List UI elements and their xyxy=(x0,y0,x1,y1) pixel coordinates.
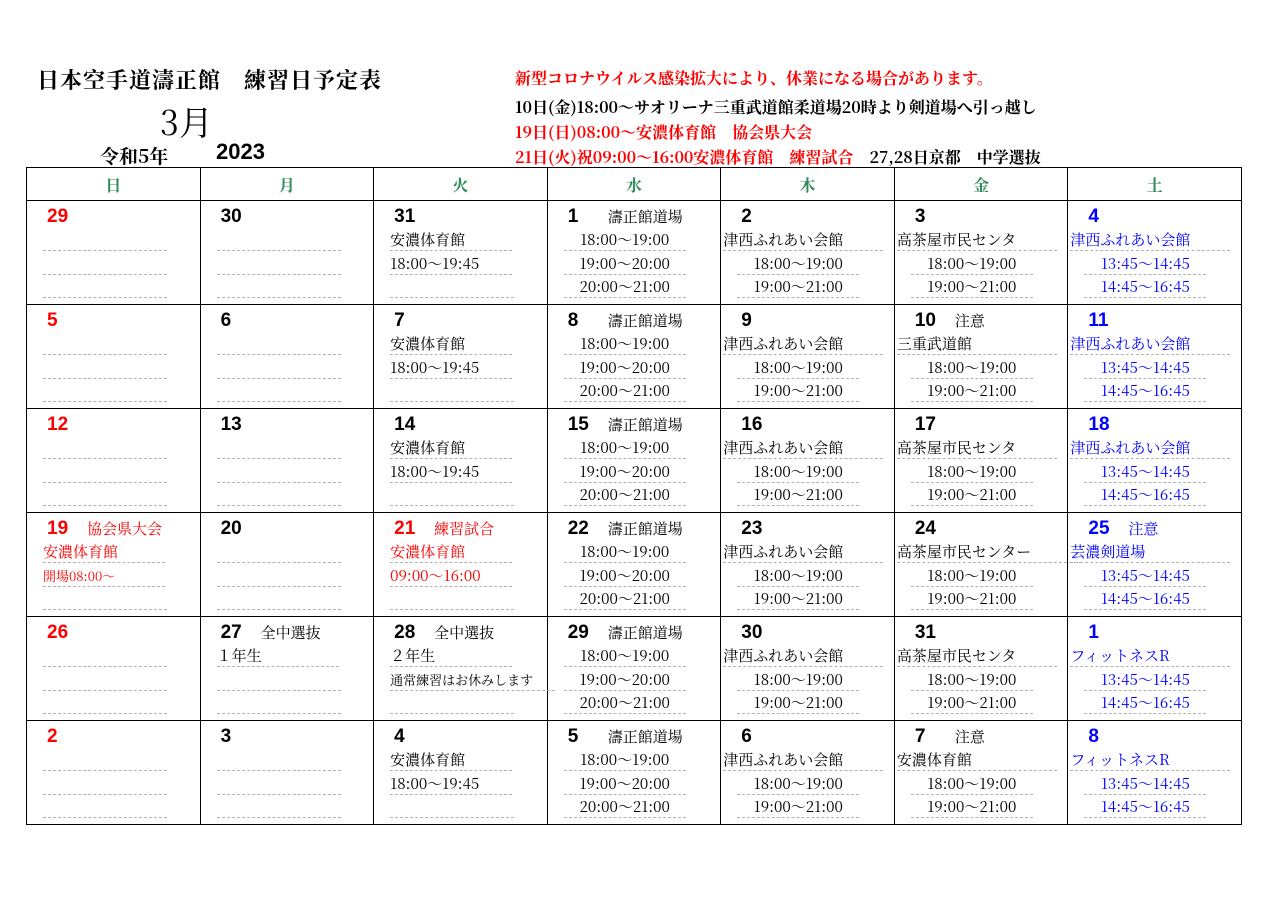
day-number: 2 xyxy=(741,206,752,227)
day-time-slot: 18:00～19:00 xyxy=(911,774,1033,795)
day-empty-line xyxy=(217,485,341,506)
day-number: 8 xyxy=(567,310,579,331)
day-location: 三重武道館 xyxy=(897,334,1057,355)
day-tag: 濤正館道場 xyxy=(607,206,683,227)
day-empty-line xyxy=(217,381,341,402)
calendar-day-mon xyxy=(200,201,374,305)
weekday-wed: 水 xyxy=(547,168,721,201)
day-location: 高茶屋市民センタ xyxy=(897,438,1057,459)
day-time-slot: 19:00～21:00 xyxy=(911,589,1033,610)
calendar-day-wed xyxy=(547,513,721,617)
calendar-day-tue xyxy=(374,409,548,513)
calendar-day-sun xyxy=(27,305,201,409)
day-time-slot: 13:45～14:45 xyxy=(1084,358,1206,379)
calendar-day-tue xyxy=(374,305,548,409)
day-time-slot: 13:45～14:45 xyxy=(1084,566,1206,587)
day-time-slot: 14:45～16:45 xyxy=(1084,277,1206,298)
day-number: 15 xyxy=(567,414,589,435)
day-time-slot: 19:00～21:00 xyxy=(911,485,1033,506)
day-number: 6 xyxy=(741,726,752,747)
calendar-day-sun xyxy=(27,201,201,305)
day-location: 高茶屋市民センタ xyxy=(897,230,1057,251)
day-tag: 濤正館道場 xyxy=(607,726,683,747)
day-time-slot: 18:00～19:00 xyxy=(911,566,1033,587)
day-time-slot: 13:45～14:45 xyxy=(1084,462,1206,483)
day-time-slot: 通常練習はお休みします xyxy=(390,670,555,691)
day-time-slot: 18:00～19:00 xyxy=(737,566,859,587)
calendar-week-row xyxy=(27,513,1242,617)
weekday-tue: 火 xyxy=(374,168,548,201)
day-location: 津西ふれあい会館 xyxy=(723,438,883,459)
day-number: 31 xyxy=(394,206,416,227)
day-number: 30 xyxy=(741,622,763,643)
day-empty-line xyxy=(217,774,341,795)
day-number: 5 xyxy=(567,726,579,747)
day-header xyxy=(741,620,769,646)
day-header xyxy=(221,724,249,750)
day-number: 8 xyxy=(1088,726,1099,747)
calendar-day-fri xyxy=(894,305,1068,409)
day-time-slot: 14:45～16:45 xyxy=(1084,589,1206,610)
day-number: 25 xyxy=(1088,518,1110,539)
day-header xyxy=(915,412,943,438)
day-number: 18 xyxy=(1088,414,1110,435)
day-time-slot: 19:00～20:00 xyxy=(564,254,686,275)
day-empty-line xyxy=(217,797,341,818)
day-number: 21 xyxy=(394,518,416,539)
day-time-slot: 19:00～21:00 xyxy=(737,589,859,610)
day-header xyxy=(221,308,249,334)
day-location: 津西ふれあい会館 xyxy=(723,646,883,667)
notice-practice-match xyxy=(515,145,1041,168)
day-tag: 全中選抜 xyxy=(434,622,495,643)
day-empty-line xyxy=(390,485,514,506)
day-tag: 練習試合 xyxy=(434,518,495,539)
japanese-year-label: 令和5年 xyxy=(100,142,169,169)
day-number: 11 xyxy=(1088,310,1109,331)
day-number: 6 xyxy=(220,310,232,331)
day-empty-line xyxy=(43,230,167,251)
day-number: 9 xyxy=(741,310,752,331)
day-empty-line xyxy=(390,381,514,402)
day-time-slot: 14:45～16:45 xyxy=(1084,797,1206,818)
day-time-slot: 18:00～19:45 xyxy=(390,774,512,795)
day-header xyxy=(221,516,249,542)
calendar-day-mon xyxy=(200,305,374,409)
day-header xyxy=(1088,724,1116,750)
day-empty-line xyxy=(43,670,167,691)
day-header xyxy=(394,620,494,646)
calendar-day-sat xyxy=(1068,617,1242,721)
day-time-slot: 18:00～19:45 xyxy=(390,358,512,379)
day-time-slot: 19:00～20:00 xyxy=(564,358,686,379)
day-number: 4 xyxy=(394,726,405,747)
calendar-day-sat xyxy=(1068,305,1242,409)
day-header xyxy=(915,308,985,334)
day-empty-line xyxy=(390,693,514,714)
calendar-day-thu xyxy=(721,409,895,513)
weekday-sat: 土 xyxy=(1068,168,1242,201)
day-header xyxy=(568,620,683,646)
day-time-slot: 19:00～21:00 xyxy=(911,277,1033,298)
day-number: 26 xyxy=(47,622,69,643)
day-location: 安濃体育館 xyxy=(390,230,512,251)
day-tag: 注意 xyxy=(954,310,985,331)
day-number: 22 xyxy=(567,518,589,539)
day-number: 12 xyxy=(47,414,69,435)
day-time-slot: 18:00～19:00 xyxy=(911,462,1033,483)
notice-kyoto-selection: 27,28日京都 中学選抜 xyxy=(869,145,1041,168)
day-time-slot: 20:00～21:00 xyxy=(564,797,686,818)
day-time-slot: 18:00～19:45 xyxy=(390,462,512,483)
calendar-day-mon xyxy=(200,721,374,825)
weekday-sun: 日 xyxy=(27,168,201,201)
day-time-slot: 13:45～14:45 xyxy=(1084,670,1206,691)
day-header xyxy=(741,412,769,438)
calendar-day-wed xyxy=(547,409,721,513)
day-empty-line xyxy=(43,277,167,298)
day-time-slot: 19:00～21:00 xyxy=(737,693,859,714)
day-time-slot: 18:00～19:00 xyxy=(737,254,859,275)
calendar-day-sun xyxy=(27,513,201,617)
day-empty-line xyxy=(43,438,167,459)
day-empty-line xyxy=(217,230,341,251)
year-label: 2023 xyxy=(216,139,265,164)
notice-covid: 新型コロナウイルス感染拡大により、休業になる場合があります。 xyxy=(515,66,993,89)
day-empty-line xyxy=(217,438,341,459)
day-empty-line xyxy=(43,334,167,355)
day-header xyxy=(1088,204,1116,230)
day-time-slot: 19:00～21:00 xyxy=(911,693,1033,714)
calendar-day-wed xyxy=(547,201,721,305)
day-location: 津西ふれあい会館 xyxy=(1070,438,1230,459)
day-time-slot: 19:00～20:00 xyxy=(564,774,686,795)
day-empty-line xyxy=(217,277,341,298)
calendar-day-fri xyxy=(894,409,1068,513)
weekday-mon: 月 xyxy=(200,168,374,201)
day-header xyxy=(47,412,75,438)
day-number: 17 xyxy=(914,414,936,435)
day-header xyxy=(741,516,769,542)
calendar-day-sat xyxy=(1068,513,1242,617)
day-empty-line xyxy=(43,485,167,506)
day-tag: 注意 xyxy=(1128,518,1159,539)
day-time-slot: 18:00～19:45 xyxy=(390,254,512,275)
day-location: 安濃体育館 xyxy=(390,334,512,355)
day-header xyxy=(47,204,75,230)
day-number: 24 xyxy=(914,518,936,539)
calendar-day-mon xyxy=(200,617,374,721)
day-header xyxy=(394,412,422,438)
day-time-slot: 19:00～21:00 xyxy=(737,381,859,402)
day-empty-line xyxy=(43,693,167,714)
day-header xyxy=(568,516,683,542)
day-number: 30 xyxy=(220,206,242,227)
day-header xyxy=(741,724,769,750)
page-title: 日本空手道濤正館 練習日予定表 xyxy=(37,64,383,95)
day-number: 31 xyxy=(914,622,936,643)
day-time-slot: 18:00～19:00 xyxy=(737,462,859,483)
day-location: 安濃体育館 xyxy=(390,438,512,459)
day-location: １年生 xyxy=(217,646,339,667)
day-tag: 濤正館道場 xyxy=(607,518,683,539)
day-time-slot: 18:00～19:00 xyxy=(737,670,859,691)
day-location: 18:00～19:00 xyxy=(564,646,686,667)
day-time-slot: 19:00～21:00 xyxy=(737,277,859,298)
day-empty-line xyxy=(43,358,167,379)
day-number: 29 xyxy=(47,206,69,227)
day-time-slot: 14:45～16:45 xyxy=(1084,485,1206,506)
day-location: 津西ふれあい会館 xyxy=(723,230,883,251)
day-time-slot: 13:45～14:45 xyxy=(1084,254,1206,275)
day-tag: 協会県大会 xyxy=(87,518,163,539)
calendar-day-mon xyxy=(200,409,374,513)
day-number: 10 xyxy=(914,310,936,331)
calendar-day-sun xyxy=(27,409,201,513)
day-empty-line xyxy=(43,797,167,818)
day-number: 1 xyxy=(1088,622,1099,643)
day-tag: 全中選抜 xyxy=(260,622,321,643)
calendar-week-row xyxy=(27,201,1242,305)
calendar-day-fri xyxy=(894,721,1068,825)
day-number: 16 xyxy=(741,414,763,435)
day-empty-line xyxy=(217,750,341,771)
day-location: 津西ふれあい会館 xyxy=(1070,334,1230,355)
day-time-slot: 19:00～20:00 xyxy=(564,566,686,587)
day-header xyxy=(394,516,494,542)
day-number: 7 xyxy=(394,310,405,331)
day-time-slot: 18:00～19:00 xyxy=(911,358,1033,379)
day-empty-line xyxy=(43,462,167,483)
day-location: 18:00～19:00 xyxy=(564,750,686,771)
day-header xyxy=(741,204,769,230)
day-time-slot: 19:00～20:00 xyxy=(564,462,686,483)
day-tag: 濤正館道場 xyxy=(607,414,683,435)
day-header xyxy=(394,308,422,334)
day-location: 18:00～19:00 xyxy=(564,438,686,459)
calendar-day-wed xyxy=(547,617,721,721)
day-header xyxy=(915,204,943,230)
day-empty-line xyxy=(43,381,167,402)
day-location: 津西ふれあい会館 xyxy=(723,542,883,563)
day-location: 津西ふれあい会館 xyxy=(723,750,883,771)
day-location: 高茶屋市民センタ xyxy=(897,646,1057,667)
day-location: 18:00～19:00 xyxy=(564,334,686,355)
day-time-slot: 19:00～21:00 xyxy=(737,485,859,506)
day-number: 3 xyxy=(220,726,232,747)
calendar-day-tue xyxy=(374,721,548,825)
notice-practice-match-text: 21日(火)祝09:00～16:00安濃体育館 練習試合 xyxy=(515,145,854,168)
day-time-slot: 20:00～21:00 xyxy=(564,693,686,714)
day-empty-line xyxy=(217,334,341,355)
day-number: 29 xyxy=(567,622,589,643)
day-number: 4 xyxy=(1088,206,1099,227)
day-header xyxy=(1088,516,1158,542)
day-time-slot: 19:00～20:00 xyxy=(564,670,686,691)
day-empty-line xyxy=(217,254,341,275)
day-header xyxy=(915,620,943,646)
day-header xyxy=(1088,620,1116,646)
day-header xyxy=(221,620,321,646)
day-header xyxy=(221,412,249,438)
notice-move: 10日(金)18:00～サオリーナ三重武道館柔道場20時より剣道場へ引っ越し xyxy=(515,95,1037,118)
day-location: 18:00～19:00 xyxy=(564,542,686,563)
calendar-day-tue xyxy=(374,617,548,721)
day-time-slot: 20:00～21:00 xyxy=(564,277,686,298)
day-empty-line xyxy=(43,774,167,795)
day-empty-line xyxy=(217,670,341,691)
calendar-table xyxy=(26,167,1242,825)
calendar-day-sun xyxy=(27,617,201,721)
calendar-day-thu xyxy=(721,201,895,305)
day-header xyxy=(394,724,422,750)
day-location: 安濃体育館 xyxy=(390,542,512,563)
weekday-header-row xyxy=(27,168,1242,201)
day-number: 23 xyxy=(741,518,763,539)
calendar-week-row xyxy=(27,617,1242,721)
calendar-week-row xyxy=(27,305,1242,409)
weekday-fri: 金 xyxy=(894,168,1068,201)
day-header xyxy=(1088,308,1116,334)
day-time-slot: 13:45～14:45 xyxy=(1084,774,1206,795)
calendar-day-sat xyxy=(1068,201,1242,305)
day-empty-line xyxy=(217,542,341,563)
day-time-slot: 14:45～16:45 xyxy=(1084,693,1206,714)
day-tag: 濤正館道場 xyxy=(607,622,683,643)
day-empty-line xyxy=(217,693,341,714)
calendar-day-fri xyxy=(894,513,1068,617)
day-header xyxy=(394,204,422,230)
day-time-slot: 19:00～21:00 xyxy=(911,381,1033,402)
day-number: 19 xyxy=(47,518,69,539)
calendar-week-row xyxy=(27,409,1242,513)
day-time-slot: 18:00～19:00 xyxy=(911,670,1033,691)
day-number: 1 xyxy=(567,206,579,227)
day-empty-line xyxy=(390,797,514,818)
calendar-day-mon xyxy=(200,513,374,617)
calendar-day-tue xyxy=(374,201,548,305)
day-location: ２年生 xyxy=(390,646,512,667)
day-empty-line xyxy=(43,589,167,610)
day-tag: 注意 xyxy=(954,726,985,747)
day-number: 14 xyxy=(394,414,416,435)
day-time-slot: 09:00～16:00 xyxy=(390,566,512,587)
calendar-day-thu xyxy=(721,305,895,409)
day-header xyxy=(568,308,683,334)
weekday-thu: 木 xyxy=(721,168,895,201)
day-location: 安濃体育館 xyxy=(390,750,512,771)
day-location: 安濃体育館 xyxy=(897,750,1057,771)
day-time-slot: 14:45～16:45 xyxy=(1084,381,1206,402)
day-header xyxy=(568,412,683,438)
day-header xyxy=(915,516,943,542)
day-location: フィットネスR xyxy=(1070,646,1230,667)
day-number: 20 xyxy=(220,518,242,539)
day-empty-line xyxy=(217,566,341,587)
calendar-day-fri xyxy=(894,201,1068,305)
day-empty-line xyxy=(43,750,167,771)
day-header xyxy=(221,204,249,230)
calendar-day-fri xyxy=(894,617,1068,721)
notice-tournament: 19日(日)08:00～安濃体育館 協会県大会 xyxy=(515,120,813,143)
day-header xyxy=(915,724,985,750)
day-time-slot: 19:00～21:00 xyxy=(737,797,859,818)
day-empty-line xyxy=(43,646,167,667)
calendar-day-sat xyxy=(1068,409,1242,513)
day-header xyxy=(741,308,769,334)
day-header xyxy=(47,308,75,334)
day-header xyxy=(47,724,75,750)
calendar-day-sat xyxy=(1068,721,1242,825)
day-empty-line xyxy=(217,589,341,610)
day-time-slot: 20:00～21:00 xyxy=(564,381,686,402)
day-time-slot: 19:00～21:00 xyxy=(911,797,1033,818)
day-location: 津西ふれあい会館 xyxy=(723,334,883,355)
day-header xyxy=(568,724,683,750)
calendar-day-thu xyxy=(721,721,895,825)
day-empty-line xyxy=(43,254,167,275)
day-number: 28 xyxy=(394,622,416,643)
day-time-slot: 20:00～21:00 xyxy=(564,589,686,610)
day-header xyxy=(47,516,162,542)
day-header xyxy=(568,204,683,230)
day-time-slot: 18:00～19:00 xyxy=(737,358,859,379)
day-time-slot: 20:00～21:00 xyxy=(564,485,686,506)
day-empty-line xyxy=(217,358,341,379)
day-header xyxy=(1088,412,1116,438)
day-empty-line xyxy=(390,589,514,610)
day-header xyxy=(47,620,75,646)
month-label: 3月 xyxy=(160,96,213,145)
day-empty-line xyxy=(390,277,514,298)
day-number: 13 xyxy=(220,414,242,435)
day-location: 高茶屋市民センター xyxy=(897,542,1082,563)
day-time-slot: 18:00～19:00 xyxy=(737,774,859,795)
day-location: 18:00～19:00 xyxy=(564,230,686,251)
day-location: 安濃体育館 xyxy=(43,542,165,563)
day-number: 7 xyxy=(914,726,926,747)
day-location: フィットネスR xyxy=(1070,750,1230,771)
day-number: 5 xyxy=(47,310,58,331)
calendar-day-wed xyxy=(547,721,721,825)
day-location: 芸濃剣道場 xyxy=(1070,542,1230,563)
day-tag: 濤正館道場 xyxy=(607,310,683,331)
calendar-day-tue xyxy=(374,513,548,617)
day-empty-line xyxy=(217,462,341,483)
day-number: 3 xyxy=(914,206,926,227)
day-location: 津西ふれあい会館 xyxy=(1070,230,1230,251)
calendar-week-row xyxy=(27,721,1242,825)
calendar-day-thu xyxy=(721,617,895,721)
day-number: 2 xyxy=(47,726,58,747)
calendar-day-wed xyxy=(547,305,721,409)
calendar-day-thu xyxy=(721,513,895,617)
day-number: 27 xyxy=(220,622,242,643)
day-time-slot: 18:00～19:00 xyxy=(911,254,1033,275)
day-time-slot: 開場08:00～ xyxy=(43,566,165,587)
calendar-day-sun xyxy=(27,721,201,825)
